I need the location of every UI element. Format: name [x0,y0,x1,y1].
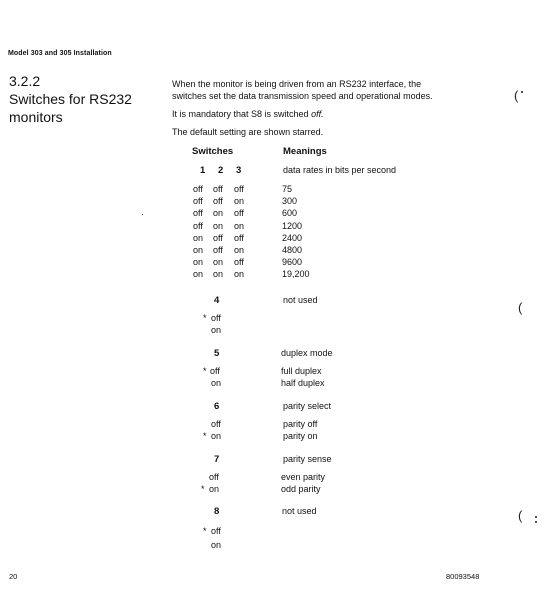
switch-3-number: 3 [236,165,242,176]
switch-5-default-star: * [203,366,207,376]
switch-7-value-off: even parity [281,472,326,482]
switches-column-header: Switches [192,146,234,157]
baud-rate-value: 300 [282,196,298,207]
switch-6-option-on: on [211,431,222,441]
baud-switch-1-state: off [193,184,203,194]
switch-5-value-on: half duplex [281,378,325,388]
baud-switch-3-state: off [234,257,244,268]
baud-rate-value: 75 [282,184,293,194]
baud-rate-value: 19,200 [282,269,310,280]
baud-switch-1-state: off [193,220,203,231]
baud-rate-value: 4800 [282,245,303,255]
baud-switch-1-state: on [193,245,204,255]
baud-switch-1-state: on [193,257,204,268]
switch-4-default-star: * [203,313,207,323]
scan-speck-bottom-2 [535,521,537,523]
baud-switch-2-state: off [213,196,223,207]
switch-7-value-on: odd parity [281,484,321,494]
switch-5-option-off: off [210,366,220,376]
meanings-column-header: Meanings [283,146,327,157]
baud-switch-3-state: off [234,184,244,194]
intro-line-1: When the monitor is being driven from an RS232 interface, the [172,79,422,89]
switch-8-default-star: * [203,526,207,536]
baud-switch-2-state: on [213,269,224,280]
baud-switch-2-state: on [213,220,224,231]
baud-switch-3-state: on [234,196,245,207]
switch-4-number: 4 [214,295,220,306]
intro-line-2: switches set the data transmission speed and operational modes. [172,91,433,101]
switch-5-option-on: on [211,378,222,388]
switch-1-number: 1 [200,165,206,176]
switch-2-number: 2 [218,165,224,176]
baud-rate-value: 600 [282,208,298,219]
scan-speck-bottom-1 [535,516,537,518]
switch-7-option-on: on [209,484,220,494]
switch-5-number: 5 [214,348,220,359]
scan-speck-top [521,91,523,93]
switch-8-meaning: not used [282,506,317,516]
switch-5-meaning: duplex mode [281,348,333,358]
switch-6-number: 6 [214,401,220,412]
switch-5-value-off: full duplex [281,366,322,376]
switch-6-default-star: * [203,431,207,441]
section-title-line-1: Switches for RS232 [9,91,132,107]
switch-7-meaning: parity sense [283,454,332,464]
baud-switch-2-state: off [213,232,223,243]
scan-mark-top: ( [514,88,519,103]
switch-7-default-star: * [201,484,205,494]
baud-meaning: data rates in bits per second [283,165,397,175]
running-head: Model 303 and 305 Installation [8,50,112,57]
mandatory-note-text: It is mandatory that S8 is switched [172,109,312,119]
baud-switch-1-state: off [193,196,203,207]
baud-switch-3-state: off [234,208,244,219]
switch-7-number: 7 [214,454,220,465]
switch-4-option-on: on [211,325,222,335]
switch-6-meaning: parity select [283,401,332,411]
switch-7-option-off: off [209,472,219,482]
baud-switch-2-state: off [213,245,223,255]
baud-switch-3-state: on [234,220,245,231]
mandatory-note [172,109,324,120]
switch-6-option-off: off [211,419,221,429]
switch-6-value-on: parity on [283,431,318,441]
baud-rate-value: 9600 [282,257,303,268]
baud-switch-3-state: off [234,232,244,243]
baud-switch-2-state: off [213,184,223,194]
mandatory-note-emphasis: off. [311,109,324,119]
page-number: 20 [9,572,18,581]
baud-switch-1-state: on [193,232,204,243]
switch-6-value-off: parity off [283,419,318,429]
document-number: 80093548 [446,572,480,581]
section-title-line-2: monitors [9,109,63,125]
scan-mark-bottom: ( [518,508,523,523]
section-number: 3.2.2 [9,73,41,89]
scan-mark-middle: ( [518,300,523,315]
baud-switch-3-state: on [234,245,245,255]
baud-rate-value: 1200 [282,220,303,231]
baud-switch-2-state: on [213,208,224,219]
defaults-note: The default setting are shown starred. [172,127,324,137]
baud-switch-3-state: on [234,269,245,280]
switch-4-meaning: not used [283,295,318,305]
baud-rate-value: 2400 [282,232,303,243]
switch-4-option-off: off [211,313,221,323]
switch-8-option-on: on [211,540,222,550]
switch-8-option-off: off [211,526,221,536]
baud-switch-2-state: on [213,257,224,268]
baud-switch-1-state: on [193,269,204,280]
scan-speck-left [142,214,143,215]
baud-switch-1-state: off [193,208,203,219]
switch-8-number: 8 [214,506,220,517]
